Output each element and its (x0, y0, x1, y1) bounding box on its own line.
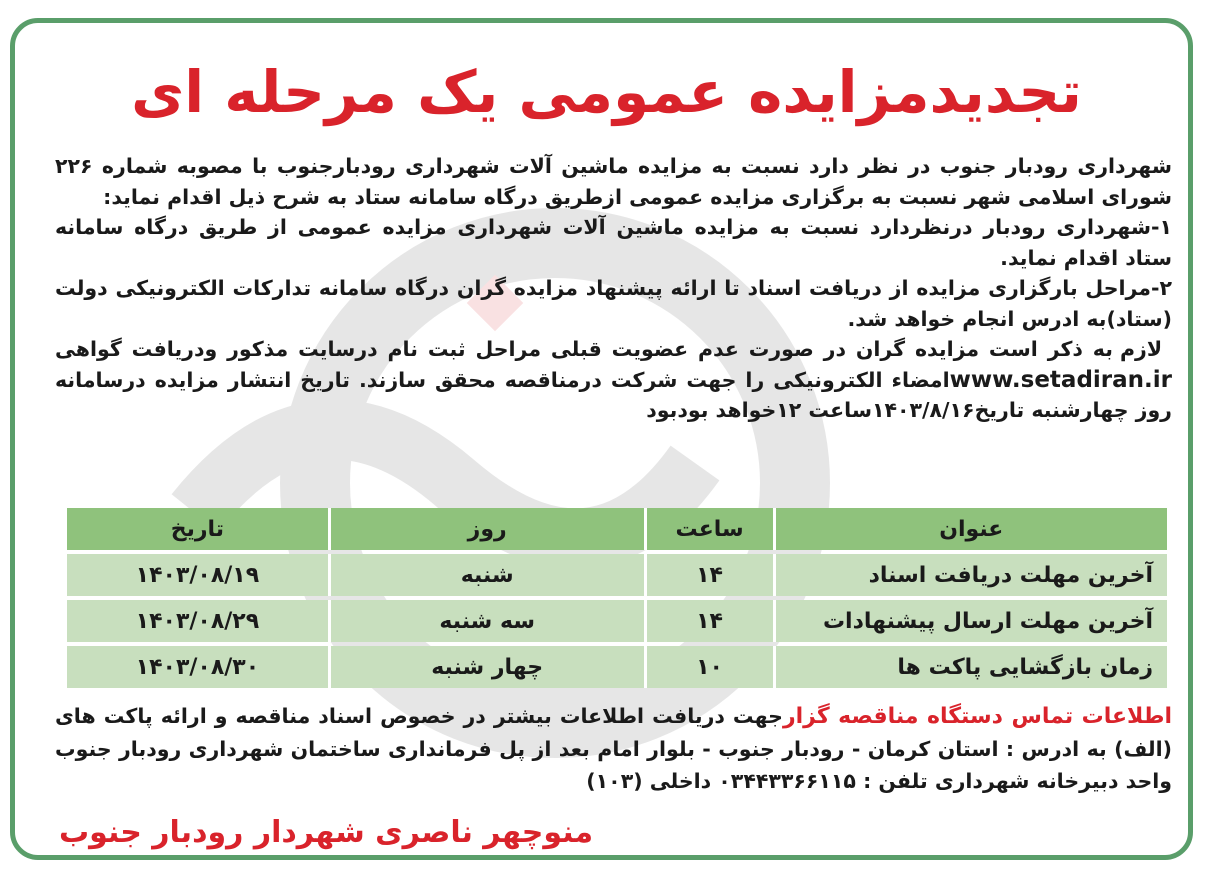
table-row (67, 554, 1167, 596)
contact-text: جهت دریافت اطلاعات بیشتر در خصوص اسناد مناقصه و ارائه پاکت های (الف) به ادرس : استان کرمان - رودبار جنوب - بلوار امام بعد از پل فرمانداری ساختمان شهرداری رودبار جنوب واحد دبیرخانه شهرداری تلفن : ۰۳۴۴۳۳۶۶۱۱۵ داخلی (۱۰۳) (55, 704, 1172, 793)
contact-paragraph (55, 700, 1172, 797)
row-day: سه شنبه (328, 600, 644, 642)
contact-section (55, 700, 1172, 797)
header-date: تاریخ (67, 508, 328, 550)
row-day: شنبه (328, 554, 644, 596)
intro-paragraph: شهرداری رودبار جنوب در نظر دارد نسبت به مزایده ماشین آلات شهرداری رودبارجنوب با مصوبه شماره ۲۲۶ شورای اسلامی شهر نسبت به برگزاری مزایده عمومی ازطریق درگاه سامانه ستاد به شرح ذیل اقدام نماید: (55, 154, 1172, 209)
signature: منوچهر ناصری شهردار رودبار جنوب (59, 815, 594, 850)
row-title: آخرین مهلت ارسال پیشنهادات (773, 600, 1167, 642)
table-row (67, 600, 1167, 642)
note-part1: لازم به ذکر است مزایده گران در صورت عدم عضویت قبلی مراحل ثبت نام درسایت مذکور ودریافت گواهی (55, 337, 1163, 361)
row-day: چهار شنبه (328, 646, 644, 688)
table-header-row (67, 508, 1167, 550)
table-row (67, 646, 1167, 688)
item-1: ۱-شهرداری رودبار درنظردارد نسبت به مزایده ماشین آلات شهرداری مزایده عمومی از طریق درگاه سامانه ستاد اقدام نماید. (55, 215, 1172, 270)
row-date: ۱۴۰۳/۰۸/۳۰ (67, 646, 328, 688)
schedule-table (67, 504, 1167, 692)
row-hour: ۱۴ (644, 554, 773, 596)
header-hour: ساعت (644, 508, 773, 550)
notice-body (55, 151, 1172, 426)
row-date: ۱۴۰۳/۰۸/۱۹ (67, 554, 328, 596)
header-day: روز (328, 508, 644, 550)
note-paragraph (55, 334, 1172, 426)
row-date: ۱۴۰۳/۰۸/۲۹ (67, 600, 328, 642)
notice-title: تجدیدمزایده عمومی یک مرحله ای (131, 58, 1082, 126)
row-title: آخرین مهلت دریافت اسناد (773, 554, 1167, 596)
item-2: ۲-مراحل بارگزاری مزایده از دریافت اسناد تا ارائه پیشنهاد مزایده گران درگاه سامانه تدارکات الکترونیکی دولت (ستاد)به ادرس انجام خواهد شد. (55, 276, 1172, 331)
notice-frame (10, 18, 1193, 860)
row-hour: ۱۴ (644, 600, 773, 642)
note-part2: امضاء الکترونیکی را جهت شرکت درمناقصه محقق سازند. تاریخ انتشار مزایده درسامانه روز چهارشنبه تاریخ۱۴۰۳/۸/۱۶ساعت ۱۲خواهد بودبود (55, 367, 1172, 422)
header-title: عنوان (773, 508, 1167, 550)
row-hour: ۱۰ (644, 646, 773, 688)
row-title: زمان بازگشایی پاکت ها (773, 646, 1167, 688)
contact-label: اطلاعات تماس دستگاه مناقصه گزار (782, 704, 1172, 729)
website-link[interactable]: www.setadiran.ir (949, 366, 1172, 393)
